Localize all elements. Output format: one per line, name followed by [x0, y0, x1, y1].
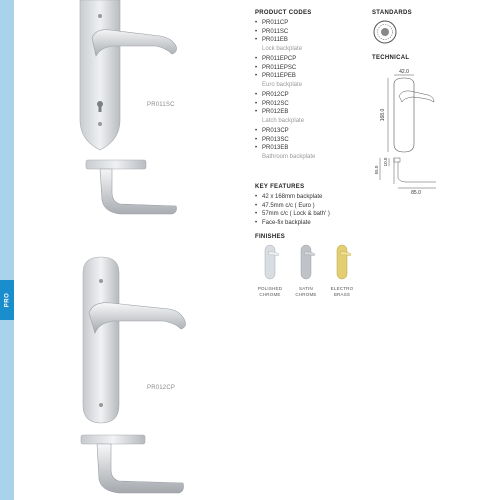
- code-group-note: Lock backplate: [262, 45, 303, 52]
- dim-length: 85.0: [411, 190, 421, 196]
- finish-label: SATIN: [299, 286, 313, 291]
- code-item: • PR013SC: [255, 136, 365, 145]
- code-item: • PR011EB: [255, 36, 365, 45]
- code-group-note: Euro backplate: [262, 81, 303, 88]
- side-tab-strip: [0, 0, 14, 500]
- key-features-section: [255, 184, 375, 230]
- finish-polished-chrome[interactable]: [255, 243, 285, 298]
- standards-heading: STANDARDS: [372, 10, 412, 16]
- technical-section: [372, 55, 409, 64]
- technical-drawing: [372, 66, 442, 196]
- finishes-section: [255, 234, 375, 298]
- finish-label: BRASS: [333, 292, 351, 297]
- product-caption-2: PR012CP: [147, 385, 176, 391]
- product-caption-1: PR011SC: [147, 102, 175, 108]
- product-codes-heading: PRODUCT CODES: [255, 10, 312, 16]
- finish-electro-brass[interactable]: [327, 243, 357, 298]
- code-group-latch: [255, 91, 365, 117]
- code-group-lock: [255, 19, 365, 45]
- code-group-note: Bathroom backplate: [262, 153, 316, 160]
- code-group-bathroom: [255, 127, 365, 153]
- feature-item: • 42 x 168mm backplate: [255, 193, 375, 202]
- standards-seal-icon: [372, 19, 398, 45]
- code-item: • PR011EPSC: [255, 64, 365, 73]
- dim-thickness: 10.0: [383, 157, 388, 167]
- dim-height: 168.0: [380, 108, 386, 122]
- code-item: • PR011EPCP: [255, 55, 365, 64]
- key-features-heading: KEY FEATURES: [255, 184, 305, 190]
- code-item: • PR012CP: [255, 91, 365, 100]
- product-image-lock-backplate: [60, 0, 190, 230]
- code-group-euro: [255, 55, 365, 81]
- finish-swatch: [332, 243, 352, 281]
- technical-heading: TECHNICAL: [372, 55, 410, 61]
- product-codes-section: [255, 10, 365, 163]
- feature-item: • 47.5mm c/c ( Euro ): [255, 202, 375, 211]
- code-item: • PR013CP: [255, 127, 365, 136]
- finish-swatch: [296, 243, 316, 281]
- feature-item: • 57mm c/c ( Lock & bath' ): [255, 210, 375, 219]
- code-item: • PR011CP: [255, 19, 365, 28]
- code-item: • PR011EPEB: [255, 72, 365, 81]
- finish-label: CHROME: [259, 292, 281, 297]
- standards-section: [372, 10, 412, 50]
- code-item: • PR013EB: [255, 144, 365, 153]
- feature-item: • Face-fix backplate: [255, 219, 375, 228]
- code-group-note: Latch backplate: [262, 117, 305, 124]
- dim-projection: 55.0: [374, 165, 379, 175]
- finish-swatch: [260, 243, 280, 281]
- code-item: • PR011SC: [255, 28, 365, 37]
- key-features-list: [255, 193, 375, 227]
- finishes-heading: FINISHES: [255, 234, 286, 240]
- code-item: • PR012EB: [255, 108, 365, 117]
- finish-label: CHROME: [295, 292, 317, 297]
- product-image-latch-backplate: [55, 255, 195, 500]
- side-tab-label: PRO: [4, 292, 11, 308]
- finish-satin-chrome[interactable]: [291, 243, 321, 298]
- finish-label: POLISHED: [257, 286, 283, 291]
- code-item: • PR012SC: [255, 100, 365, 109]
- finish-label: ELECTRO: [330, 286, 354, 291]
- dim-width: 42.0: [399, 69, 409, 75]
